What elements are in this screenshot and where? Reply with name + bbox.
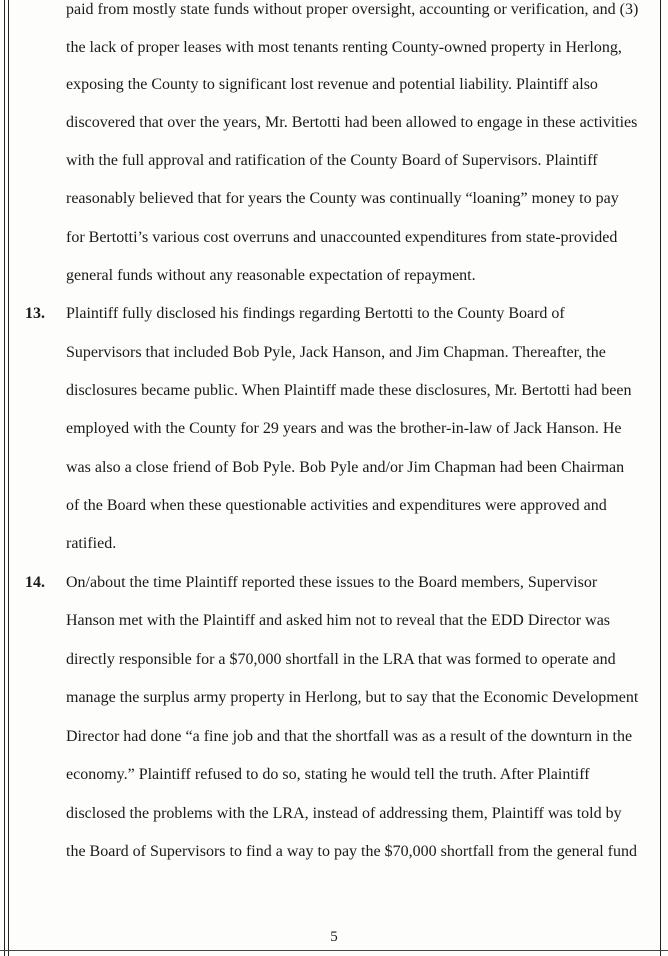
left-margin-rule-inner (8, 0, 9, 956)
body-line: reasonably believed that for years the County was continually “loaning” money to pay (66, 190, 619, 207)
right-margin-rule (660, 0, 661, 956)
body-line: was also a close friend of Bob Pyle. Bob Pyle and/or Jim Chapman had been Chairman (66, 459, 625, 476)
body-line: the Board of Supervisors to find a way to pay the $70,000 shortfall from the general fund (66, 843, 637, 860)
body-line: disclosures became public. When Plaintiff made these disclosures, Mr. Bertotti had been (66, 382, 632, 399)
body-line: of the Board when these questionable activities and expenditures were approved and (66, 497, 607, 514)
body-line: exposing the County to significant lost revenue and potential liability. Plaintiff also (66, 76, 598, 93)
body-line: discovered that over the years, Mr. Bertotti had been allowed to engage in these activities (66, 114, 638, 131)
body-line: the lack of proper leases with most tenants renting County-owned property in Herlong, (66, 39, 622, 56)
body-line: Hanson met with the Plaintiff and asked him not to reveal that the EDD Director was (66, 612, 611, 629)
left-margin-rule-outer (4, 0, 5, 956)
paragraph-number: 14. (25, 574, 45, 591)
body-line: Director had done “a fine job and that the shortfall was as a result of the downturn in the (66, 728, 633, 745)
body-line: On/about the time Plaintiff reported these issues to the Board members, Supervisor (66, 574, 598, 591)
body-line: ratified. (66, 535, 117, 552)
body-line: paid from mostly state funds without proper oversight, accounting or verification, and (3) (66, 1, 639, 18)
body-line: disclosed the problems with the LRA, instead of addressing them, Plaintiff was told by (66, 805, 622, 822)
body-line: Plaintiff fully disclosed his findings regarding Bertotti to the County Board of (66, 305, 565, 322)
footer-rule (0, 950, 668, 951)
body-line: Supervisors that included Bob Pyle, Jack Hanson, and Jim Chapman. Thereafter, the (66, 344, 606, 361)
body-line: with the full approval and ratification of the County Board of Supervisors. Plaintiff (66, 152, 598, 169)
body-line: general funds without any reasonable expectation of repayment. (66, 267, 476, 284)
paragraph-number: 13. (25, 305, 45, 322)
body-line: directly responsible for a $70,000 shortfall in the LRA that was formed to operate and (66, 651, 616, 668)
body-line: manage the surplus army property in Herlong, but to say that the Economic Development (66, 689, 639, 706)
body-line: for Bertotti’s various cost overruns and unaccounted expenditures from state-provided (66, 229, 618, 246)
page-number: 5 (330, 929, 338, 945)
body-line: employed with the County for 29 years and was the brother-in-law of Jack Hanson. He (66, 420, 622, 437)
body-line: economy.” Plaintiff refused to do so, stating he would tell the truth. After Plaintiff (66, 766, 590, 783)
